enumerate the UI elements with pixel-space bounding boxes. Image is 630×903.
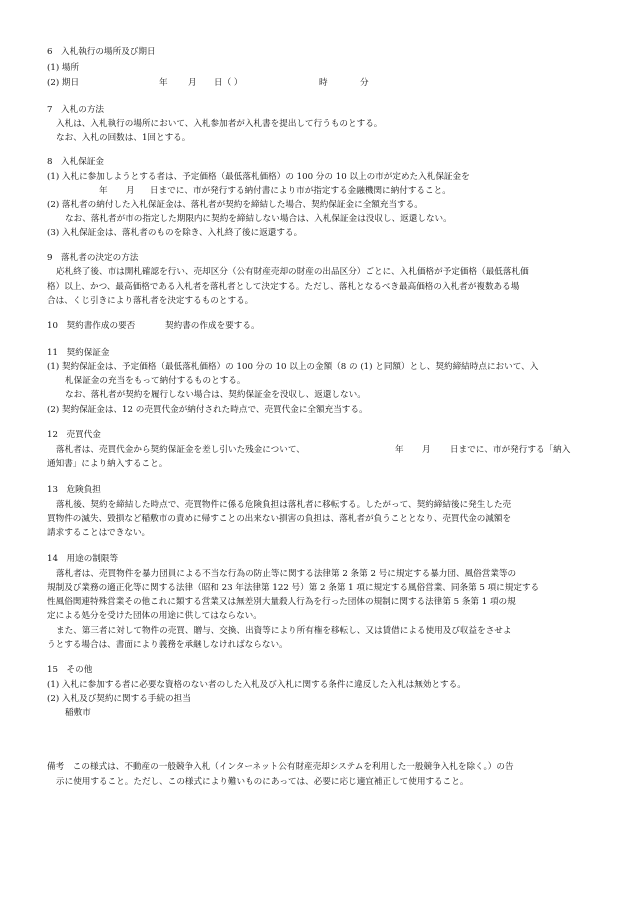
section-8-heading: 8 入札保証金 xyxy=(47,157,105,167)
section-10 xyxy=(47,322,447,332)
year-label: 年 xyxy=(159,78,168,88)
section-14-line-4: 定による処分を受けた団体の用途に供してはならない。 xyxy=(47,611,262,621)
section-10-text: 契約書の作成を要する。 xyxy=(165,321,260,331)
section-14-line-3: 性風俗関連特殊営業その他これに類する営業又は無差別大量殺人行為を行った団体の規制に関する法律第 5 条第 1 項の規 xyxy=(47,597,516,607)
section-14-line-2: 規制及び業務の適正化等に関する法律（昭和 23 年法律第 122 号）第 2 条第 1 項に規定する風俗営業、同条第 5 項に規定する xyxy=(47,583,540,593)
section-8-line-1: (1) 入札に参加しようとする者は、予定価格（最低落札価格）の 100 分の 10 以上の市が定めた入札保証金を xyxy=(47,172,470,182)
section-8-line-5: (3) 入札保証金は、落札者のものを除き、入札終了後に返還する。 xyxy=(47,228,303,238)
section-13-line-2: 買物件の滅失、毀損など稲敷市の責めに帰すことの出来ない損害の負担は、落札者が負うこととなり、売買代金の減額を xyxy=(47,514,512,524)
section-12-line-1 xyxy=(56,446,606,456)
section-12-heading: 12 売買代金 xyxy=(47,430,101,440)
section-14-line-6: うとする場合は、書面により義務を承継しなければならない。 xyxy=(47,640,288,650)
day-label: 日（ ） xyxy=(214,78,243,88)
section-8-line-3: (2) 落札者の納付した入札保証金は、落札者が契約を締結した場合、契約保証金に全額充当する。 xyxy=(47,200,423,210)
section-7-heading: 7 入札の方法 xyxy=(47,105,105,115)
section-15-heading: 15 その他 xyxy=(47,665,93,675)
section-11-line-1: (1) 契約保証金は、予定価格（最低落札価格）の 100 分の 10 以上の金額（8 の (1) と同額）とし、契約締結時点において、入 xyxy=(47,362,539,372)
section-11-line-3: なお、落札者が契約を履行しない場合は、契約保証金を没収し、返還しない。 xyxy=(65,390,366,400)
section-7-line-2: なお、入札の回数は、1回とする。 xyxy=(56,133,191,143)
section-10-heading: 10 契約書作成の要否 xyxy=(47,321,136,331)
month-label: 月 xyxy=(422,445,431,455)
section-14-heading: 14 用途の制限等 xyxy=(47,554,119,564)
section-8-line-2 xyxy=(47,187,607,197)
month-label: 月 xyxy=(126,186,135,196)
section-11-heading: 11 契約保証金 xyxy=(47,348,110,358)
section-12-text: 落札者は、売買代金から契約保証金を差し引いた残金について、 xyxy=(56,445,305,455)
section-13-line-3: 請求することはできない。 xyxy=(47,528,151,538)
month-label: 月 xyxy=(188,78,197,88)
section-11-line-2: 札保証金の充当をもって納付するものとする。 xyxy=(65,376,246,386)
section-7-line-1: 入札は、入札執行の場所において、入札参加者が入札書を提出して行うものとする。 xyxy=(56,119,383,129)
minute-label: 分 xyxy=(360,78,369,88)
section-13-line-1: 落札後、契約を締結した時点で、売買物件に係る危険負担は落札者に移転する。したがって、契約締結後に発生した売 xyxy=(56,500,512,510)
section-11-line-4: (2) 契約保証金は、12 の売買代金が納付された時点で、売買代金に全額充当する。 xyxy=(47,405,368,415)
section-8-line-4: なお、落札者が市の指定した期限内に契約を締結しない場合は、入札保証金は没収し、返還しない。 xyxy=(65,214,452,224)
section-14-line-1: 落札者は、売買物件を暴力団員による不当な行為の防止等に関する法律第 2 条第 2 号に規定する暴力団、風俗営業等の xyxy=(56,569,517,579)
deadline-text: 日までに、市が発行する「納入 xyxy=(450,445,571,455)
section-9-heading: 9 落札者の決定の方法 xyxy=(47,253,139,263)
section-14-line-5: また、第三者に対して物件の売買、贈与、交換、出資等により所有権を移転し、又は賃借による使用及び収益をさせよ xyxy=(56,626,512,636)
section-12-line-2: 通知書」により納入すること。 xyxy=(47,459,168,469)
section-9-line-1: 応札終了後、市は開札確認を行い、売却区分（公有財産売却の財産の出品区分）ごとに、入札価格が予定価格（最低落札価 xyxy=(56,267,529,277)
section-15-line-1: (1) 入札に参加する者に必要な資格のない者のした入札及び入札に関する条件に違反した入札は無効とする。 xyxy=(47,680,466,690)
section-6-item-1: (1) 場所 xyxy=(47,63,80,73)
year-label: 年 xyxy=(395,445,404,455)
section-9-line-3: 合は、くじ引きにより落札者を決定するものとする。 xyxy=(47,296,254,306)
hour-label: 時 xyxy=(319,78,328,88)
section-6-item-2 xyxy=(47,79,607,89)
section-15-line-3: 稲敷市 xyxy=(65,708,91,718)
year-label: 年 xyxy=(99,186,108,196)
section-9-line-2: 格）以上、かつ、最高価格である入札者を落札者として決定する。ただし、落札となるべき最高価格の入札者が複数ある場 xyxy=(47,282,520,292)
date-label: (2) 期日 xyxy=(47,78,80,88)
section-13-heading: 13 危険負担 xyxy=(47,485,101,495)
section-6-heading: 6 入札執行の場所及び期日 xyxy=(47,47,156,57)
note-line-2: 示に使用すること。ただし、この様式により難いものにあっては、必要に応じ適宜補正して使用すること。 xyxy=(56,777,469,787)
note-line-1: 備考 この様式は、不動産の一般競争入札（インターネット公有財産売却システムを利用した一般競争入札を除く。）の告 xyxy=(47,762,514,772)
deadline-text: 日までに、市が発行する納付書により市が指定する金融機関に納付すること。 xyxy=(150,186,451,196)
section-15-line-2: (2) 入札及び契約に関する手続の担当 xyxy=(47,694,191,704)
